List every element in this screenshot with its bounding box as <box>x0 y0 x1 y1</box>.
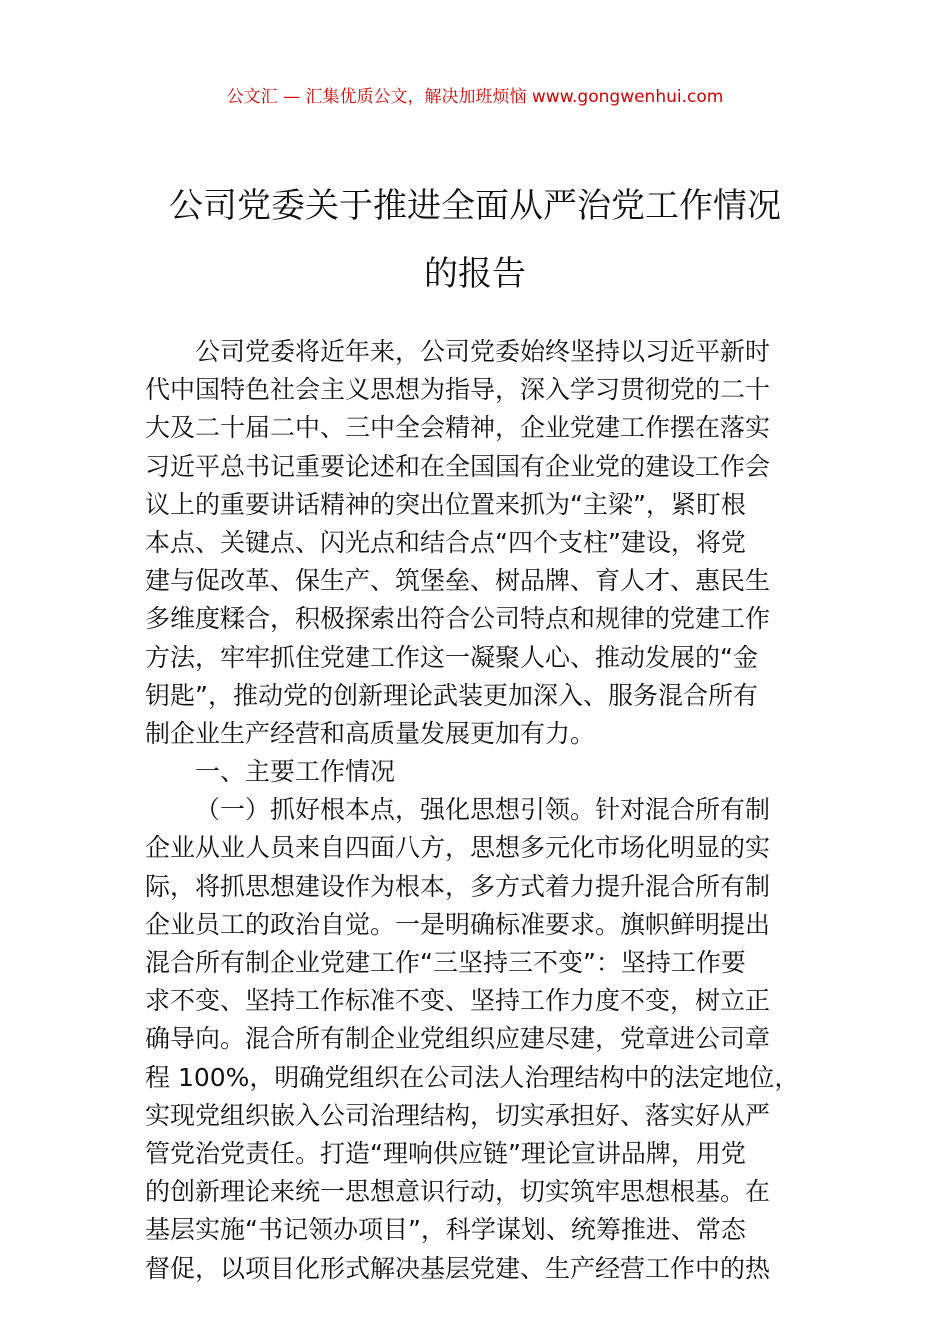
body-line: 建与促改革、保生产、筑堡垒、树品牌、育人才、惠民生 <box>145 566 771 596</box>
body-line: 代中国特色社会主义思想为指导，深入学习贯彻党的二十 <box>145 375 771 405</box>
body-line: 本点、关键点、闪光点和结合点“四个支柱”建设，将党 <box>145 527 746 557</box>
body-line: 公司党委将近年来，公司党委始终坚持以习近平新时 <box>195 337 771 366</box>
body-line: 议上的重要讲话精神的突出位置来抓为“主梁”，紧盯根 <box>145 489 746 519</box>
body-line: 基层实施“书记领办项目”，科学谋划、统筹推进、常态 <box>145 1215 746 1245</box>
body-line: 方法，牢牢抓住党建工作这一凝聚人心、推动发展的“金 <box>145 642 758 672</box>
document-body <box>145 333 815 1288</box>
body-line: 大及二十届二中、三中全会精神，企业党建工作摆在落实 <box>145 413 771 443</box>
body-line: 企业员工的政治自觉。一是明确标准要求。旗帜鲜明提出 <box>145 909 771 939</box>
body-line: 实现党组织嵌入公司治理结构，切实承担好、落实好从严 <box>145 1100 771 1130</box>
body-line: 求不变、坚持工作标准不变、坚持工作力度不变，树立正 <box>145 986 771 1016</box>
body-line: 多维度糅合，积极探索出符合公司特点和规律的党建工作 <box>145 604 771 634</box>
body-line: 钥匙”，推动党的创新理论武装更加深入、服务混合所有 <box>145 680 758 710</box>
title-line-1: 公司党委关于推进全面从严治党工作情况 <box>169 186 781 226</box>
subsection-heading: （一）抓好根本点，强化思想引领。针对混合所有制 <box>195 795 771 825</box>
body-line: 督促，以项目化形式解决基层党建、生产经营工作中的热 <box>145 1253 771 1283</box>
source-banner: 公文汇 — 汇集优质公文，解决加班烦恼 www.gongwenhui.com <box>226 87 724 107</box>
section-heading: 一、主要工作情况 <box>195 757 396 787</box>
body-line: 制企业生产经营和高质量发展更加有力。 <box>145 718 596 748</box>
body-line: 程 100%，明确党组织在公司法人治理结构中的法定地位， <box>145 1062 800 1092</box>
title-line-2: 的报告 <box>424 254 526 294</box>
body-line: 习近平总书记重要论述和在全国国有企业党的建设工作会 <box>145 451 771 481</box>
document-title <box>80 172 870 308</box>
body-line: 际，将抓思想建设作为根本，多方式着力提升混合所有制 <box>145 871 771 901</box>
body-line: 的创新理论来统一思想意识行动，切实筑牢思想根基。在 <box>145 1177 771 1207</box>
body-line: 混合所有制企业党建工作“三坚持三不变”：坚持工作要 <box>145 948 746 977</box>
body-line: 企业从业人员来自四面八方，思想多元化市场化明显的实 <box>145 833 771 863</box>
body-line: 确导向。混合所有制企业党组织应建尽建，党章进公司章 <box>145 1024 771 1054</box>
body-line: 管党治党责任。打造“理响供应链”理论宣讲品牌，用党 <box>145 1138 746 1168</box>
